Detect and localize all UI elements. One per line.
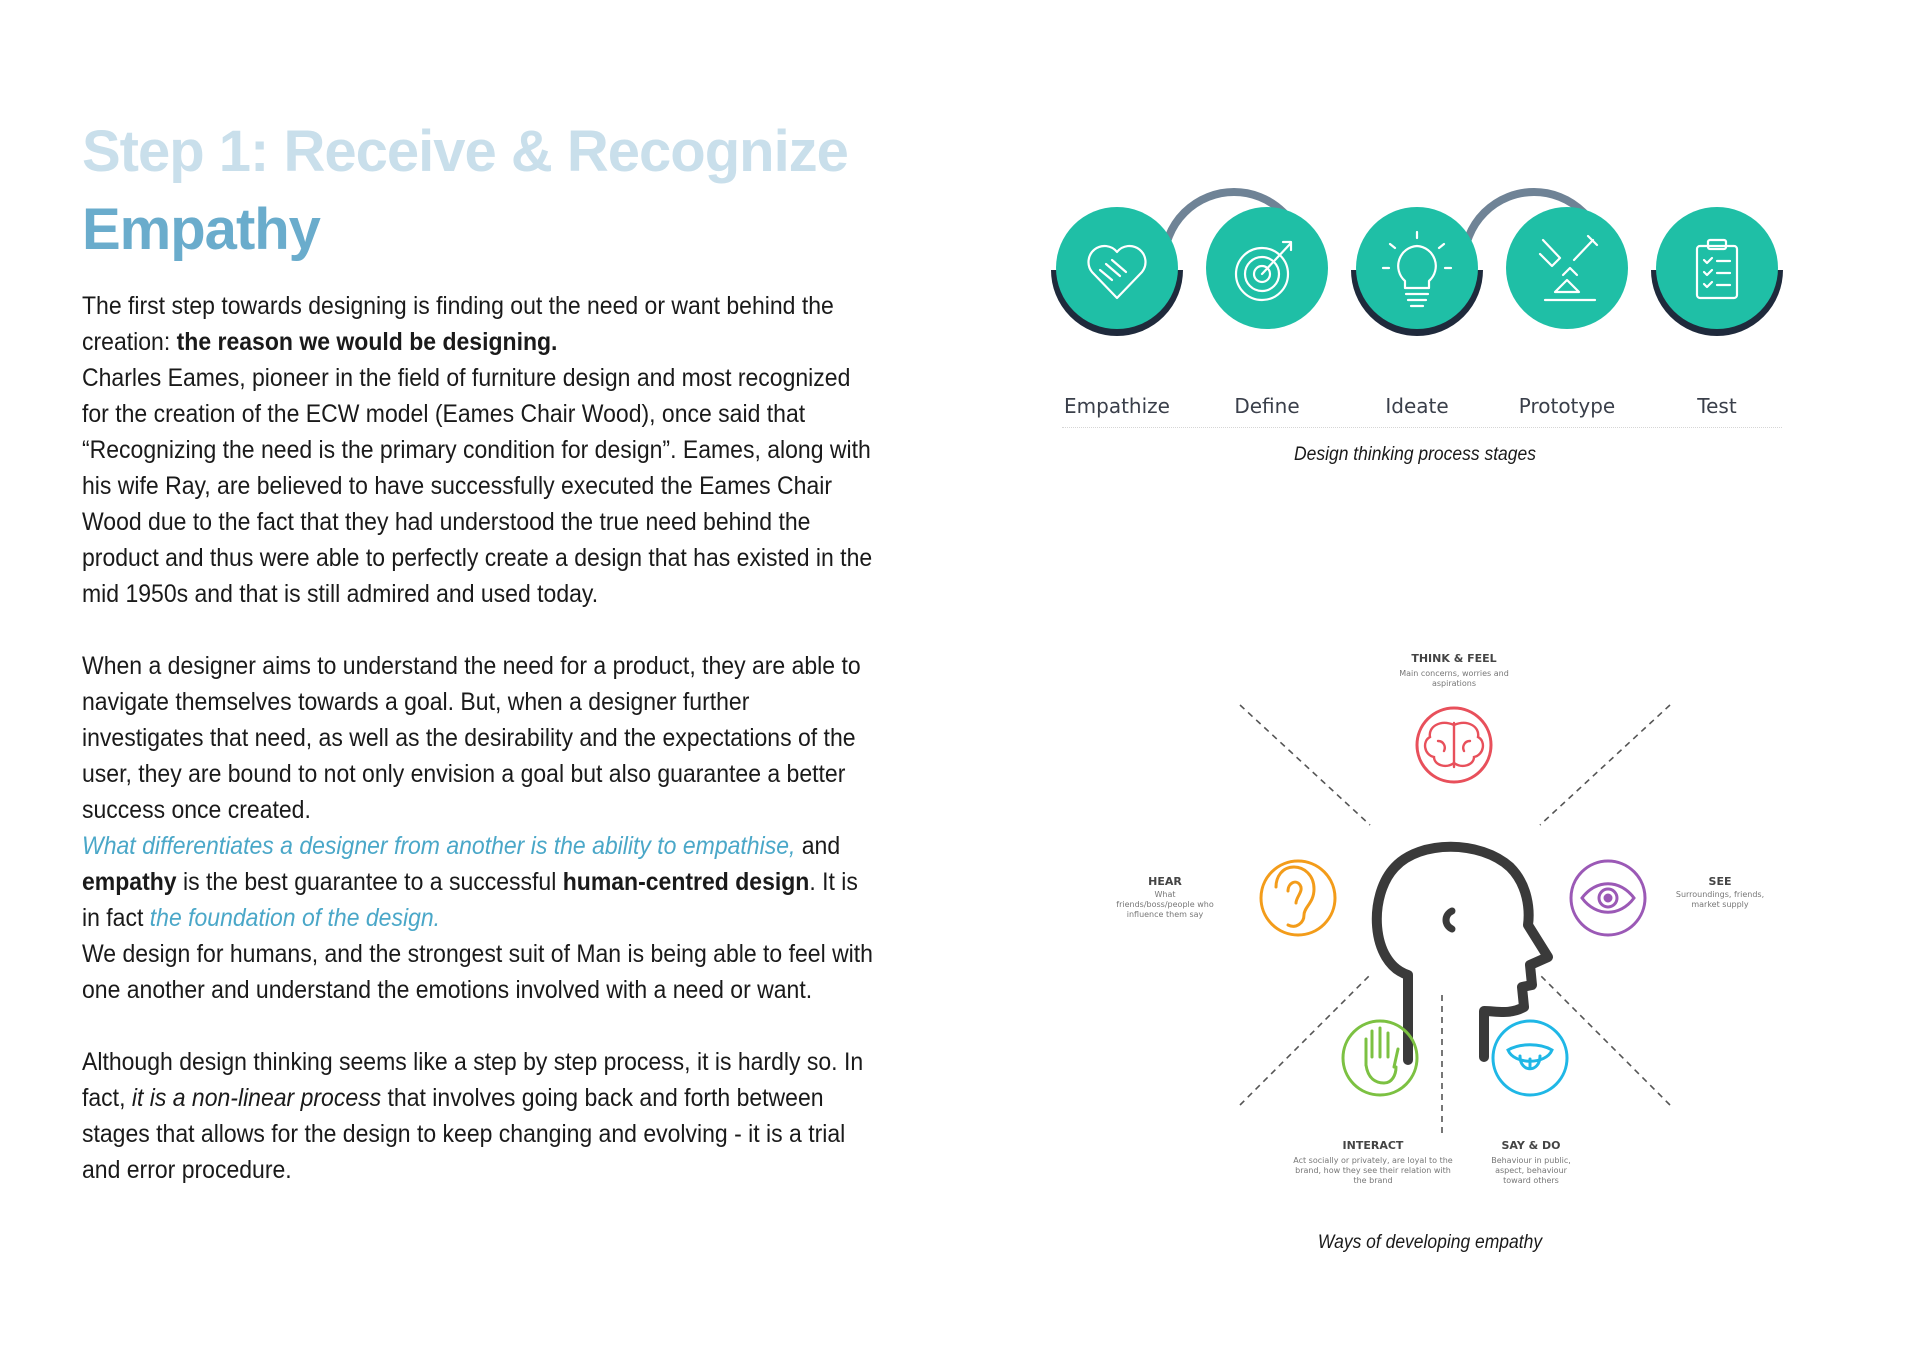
interact-subtitle: Act socially or privately, are loyal to the brand, how they see their relation with the brand xyxy=(1293,1156,1453,1185)
paragraph-humans: We design for humans, and the strongest suit of Man is being able to feel with one another and understand the emotions involved with a need or want. xyxy=(82,940,873,1004)
hear-subtitle: What friends/boss/people who influence them say xyxy=(1116,890,1214,919)
mouth-tongue-icon xyxy=(1508,1045,1552,1069)
figure-caption-empathy: Ways of developing empathy xyxy=(1317,1232,1543,1253)
hear-title: HEAR xyxy=(1148,875,1182,888)
see-subtitle: Surroundings, friends, market supply xyxy=(1675,890,1765,909)
divider xyxy=(1062,427,1782,428)
figure-caption-stages: Design thinking process stages xyxy=(1294,444,1536,465)
think-feel-subtitle: Main concerns, worries and aspirations xyxy=(1399,669,1509,688)
interact-title: INTERACT xyxy=(1342,1139,1404,1152)
design-thinking-diagram xyxy=(1040,180,1820,440)
stage-label-empathize: Empathize xyxy=(1064,394,1170,418)
brain-icon xyxy=(1425,723,1483,767)
body-text xyxy=(82,288,873,1188)
say-do-title: SAY & DO xyxy=(1501,1139,1561,1152)
say-do-subtitle: Behaviour in public, aspect, behaviour toward others xyxy=(1491,1156,1571,1185)
stage-circle-prototype xyxy=(1506,207,1628,329)
paragraph-eames: Charles Eames, pioneer in the field of furniture design and most recognized for the creation of the ECW model (Eames Chair Wood), once said that “Recognizing the need is the primary condition for design”. Eames, along with his wife Ray, are believed to have successfully executed the Eames Chair Wood due to the fact that they had understood the true need behind the product and thus were able to perfectly create a design that has existed in the mid 1950s and that is still admired and used today. xyxy=(82,364,873,608)
paragraph-designer-goal: When a designer aims to understand the need for a product, they are able to navigate themselves towards a goal. But, when a designer further investigates that need, as well as the desirability and the expectations of the user, they are bound to not only envision a goal but also guarantee a better success once created. xyxy=(82,652,861,824)
page-title: Empathy xyxy=(82,197,320,262)
stage-label-test: Test xyxy=(1697,394,1737,418)
ear-icon xyxy=(1276,867,1314,926)
stage-label-ideate: Ideate xyxy=(1385,394,1449,418)
think-feel-title: THINK & FEEL xyxy=(1411,652,1497,665)
see-title: SEE xyxy=(1708,875,1732,888)
stage-circle-ideate xyxy=(1356,207,1478,329)
stage-circle-test xyxy=(1656,207,1778,329)
step-heading: Step 1: Receive & Recognize xyxy=(82,119,848,184)
stage-label-define: Define xyxy=(1234,394,1300,418)
stage-label-prototype: Prototype xyxy=(1518,394,1616,418)
paragraph-empathy: What differentiates a designer from another is the ability to empathise, and empathy is the best guarantee to a successful human-centred design. It is in fact the foundation of the design. xyxy=(82,832,858,932)
paragraph-non-linear: Although design thinking seems like a step by step process, it is hardly so. In fact, it is a non-linear process that involves going back and forth between stages that allows for the design to keep changing and evolving - it is a trial and error procedure. xyxy=(82,1048,864,1184)
empathy-map-diagram xyxy=(1100,645,1800,1205)
eye-icon xyxy=(1582,884,1634,913)
paragraph-need: The first step towards designing is finding out the need or want behind the creation: the reason we would be designing. xyxy=(82,292,834,356)
hand-icon xyxy=(1366,1028,1398,1083)
stage-circle-empathize xyxy=(1056,207,1178,329)
